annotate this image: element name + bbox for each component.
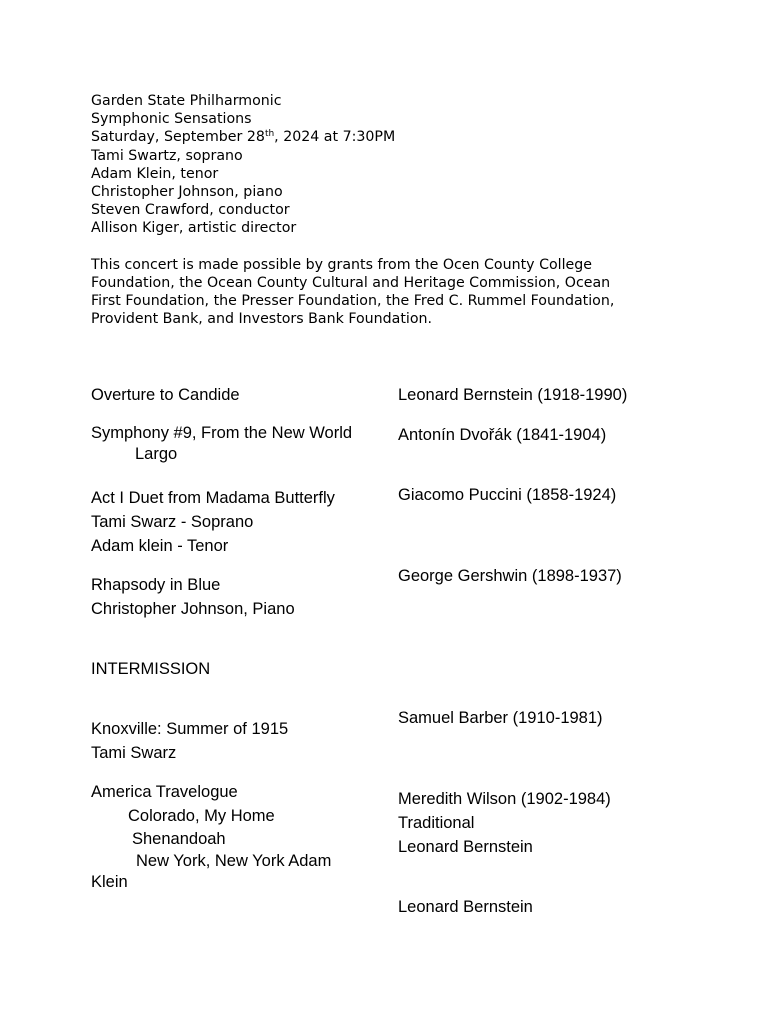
performer-conductor: Steven Crawford, conductor	[91, 202, 290, 219]
program-work-america-travelogue: America Travelogue	[91, 783, 238, 801]
composer-wilson: Meredith Wilson (1902-1984)	[398, 790, 611, 808]
performer-soprano: Tami Swartz, soprano	[91, 147, 243, 164]
composer-puccini: Giacomo Puccini (1858-1924)	[398, 486, 617, 504]
orchestra-name: Garden State Philharmonic	[91, 93, 282, 109]
program-intermission: INTERMISSION	[91, 660, 211, 678]
program-movement-colorado: Colorado, My Home	[128, 807, 275, 825]
program-soloist-knoxville: Tami Swarz	[91, 744, 177, 762]
grants-line: First Foundation, the Presser Foundation, the Fred C. Rummel Foundation,	[91, 293, 615, 309]
performer-artistic-director: Allison Kiger, artistic director	[91, 220, 297, 237]
program-work-candide: Overture to Candide	[91, 386, 240, 404]
grants-line: Provident Bank, and Investors Bank Foundation.	[91, 311, 433, 327]
composer-traditional: Traditional	[398, 814, 475, 832]
grants-paragraph	[91, 256, 691, 328]
concert-date	[91, 128, 691, 146]
program-movement-new-york: New York, New York Adam	[136, 852, 332, 870]
program-work-madama-butterfly: Act I Duet from Madama Butterfly	[91, 489, 335, 507]
grants-line: This concert is made possible by grants from the Ocen County College	[91, 257, 592, 273]
composer-bernstein: Leonard Bernstein (1918-1990)	[398, 386, 628, 404]
date-ordinal: th	[264, 129, 275, 140]
program-movement-largo: Largo	[135, 445, 178, 463]
composer-dvorak: Antonín Dvořák (1841-1904)	[398, 426, 607, 444]
performer-tenor: Adam Klein, tenor	[91, 165, 219, 182]
program-movement-shenandoah: Shenandoah	[132, 830, 226, 848]
concert-header	[91, 92, 691, 238]
program-work-symphony-9: Symphony #9, From the New World	[91, 424, 353, 442]
composer-barber: Samuel Barber (1910-1981)	[398, 709, 603, 727]
program-soloist-soprano: Tami Swarz - Soprano	[91, 513, 254, 531]
program-work-knoxville: Knoxville: Summer of 1915	[91, 720, 289, 738]
concert-title: Symphonic Sensations	[91, 111, 252, 128]
date-prefix: Saturday, September 28	[91, 129, 265, 146]
date-suffix: , 2024 at 7:30PM	[274, 129, 396, 146]
composer-bernstein-final: Leonard Bernstein	[398, 898, 533, 916]
composer-gershwin: George Gershwin (1898-1937)	[398, 567, 622, 585]
composer-bernstein-new-york: Leonard Bernstein	[398, 838, 533, 856]
program-movement-new-york-cont: Klein	[91, 873, 128, 891]
program-work-rhapsody-in-blue: Rhapsody in Blue	[91, 576, 221, 594]
program-soloist-piano: Christopher Johnson, Piano	[91, 600, 295, 618]
program-soloist-tenor: Adam klein - Tenor	[91, 537, 229, 555]
performer-piano: Christopher Johnson, piano	[91, 184, 283, 201]
grants-line: Foundation, the Ocean County Cultural and Heritage Commission, Ocean	[91, 275, 611, 291]
